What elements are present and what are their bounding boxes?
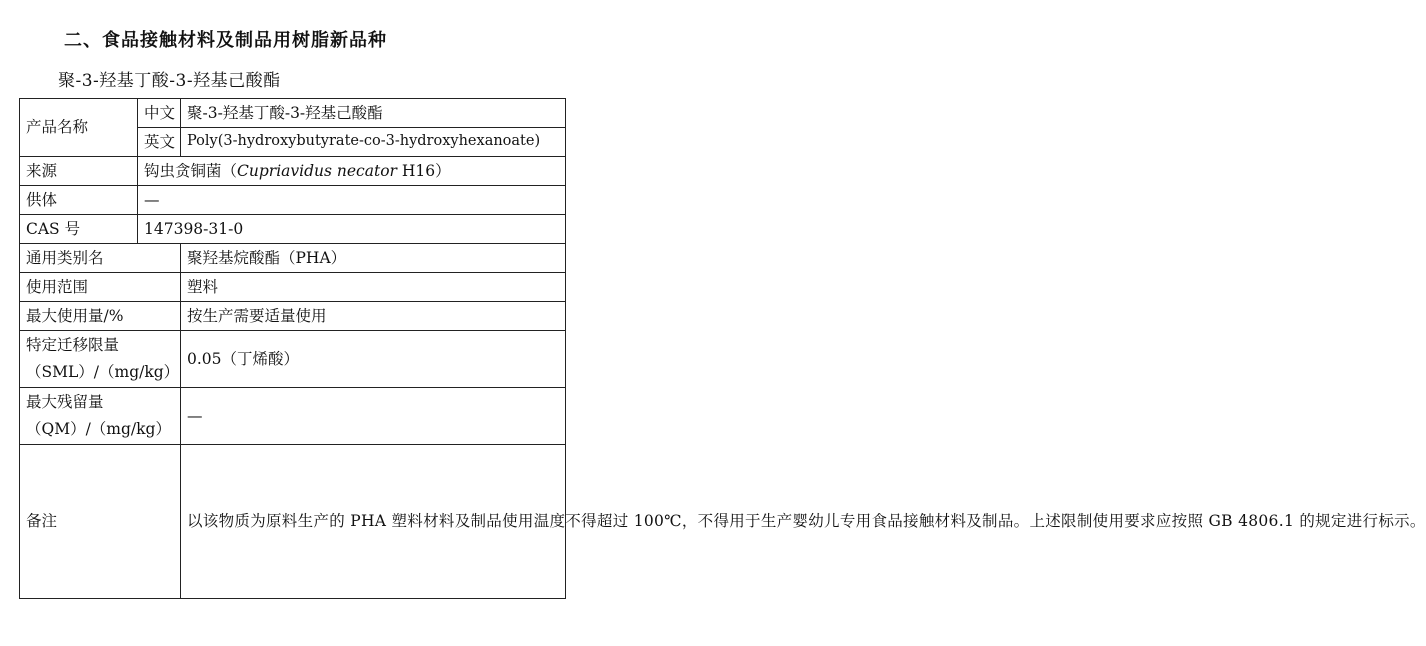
table-row-max-use xyxy=(20,302,566,331)
qm-value: — xyxy=(181,388,566,445)
chinese-name-value: 聚-3-羟基丁酸-3-羟基己酸酯 xyxy=(181,99,566,128)
table-row-cas xyxy=(20,215,566,244)
table-row-scope xyxy=(20,273,566,302)
remarks-label: 备注 xyxy=(20,445,181,599)
max-use-value: 按生产需要适量使用 xyxy=(181,302,566,331)
qm-label-line1: 最大残留量 xyxy=(26,393,104,411)
category-label: 通用类别名 xyxy=(20,244,181,273)
donor-label: 供体 xyxy=(20,186,138,215)
source-label: 来源 xyxy=(20,157,138,186)
donor-value: — xyxy=(138,186,566,215)
source-value xyxy=(138,157,566,186)
sml-label-line2: （SML）/（mg/kg） xyxy=(26,363,180,381)
qm-label-line2: （QM）/（mg/kg） xyxy=(26,420,171,438)
sml-label xyxy=(20,331,181,388)
scope-label: 使用范围 xyxy=(20,273,181,302)
substance-title: 聚-3-羟基丁酸-3-羟基己酸酯 xyxy=(58,71,281,91)
english-name-value: Poly(3-hydroxybutyrate-co-3-hydroxyhexanoate) xyxy=(181,128,566,157)
table-row-qm xyxy=(20,388,566,445)
table-row-source xyxy=(20,157,566,186)
chinese-label: 中文 xyxy=(138,99,181,128)
source-value-suffix: H16） xyxy=(396,161,451,180)
scope-value: 塑料 xyxy=(181,273,566,302)
table-row-donor xyxy=(20,186,566,215)
table-row-chinese-name xyxy=(20,99,566,128)
table-row-sml xyxy=(20,331,566,388)
max-use-label: 最大使用量/% xyxy=(20,302,181,331)
english-label: 英文 xyxy=(138,128,181,157)
category-value: 聚羟基烷酸酯（PHA） xyxy=(181,244,566,273)
cas-label: CAS 号 xyxy=(20,215,138,244)
table-row-category xyxy=(20,244,566,273)
table-row-remarks xyxy=(20,445,566,599)
source-value-species: Cupriavidus necator xyxy=(237,161,397,180)
qm-label xyxy=(20,388,181,445)
specification-table xyxy=(19,98,1426,599)
remarks-value: 以该物质为原料生产的 PHA 塑料材料及制品使用温度不得超过 100℃，不得用于生产婴幼儿专用食品接触材料及制品。上述限制使用要求应按照 GB 4806.1 的规定进行标示。 xyxy=(181,445,566,599)
section-heading: 二、食品接触材料及制品用树脂新品种 xyxy=(64,30,387,51)
sml-value: 0.05（丁烯酸） xyxy=(181,331,566,388)
product-name-label: 产品名称 xyxy=(20,99,138,157)
source-value-prefix: 钩虫贪铜菌（ xyxy=(144,161,238,180)
sml-label-line1: 特定迁移限量 xyxy=(26,336,120,354)
cas-value: 147398-31-0 xyxy=(138,215,566,244)
